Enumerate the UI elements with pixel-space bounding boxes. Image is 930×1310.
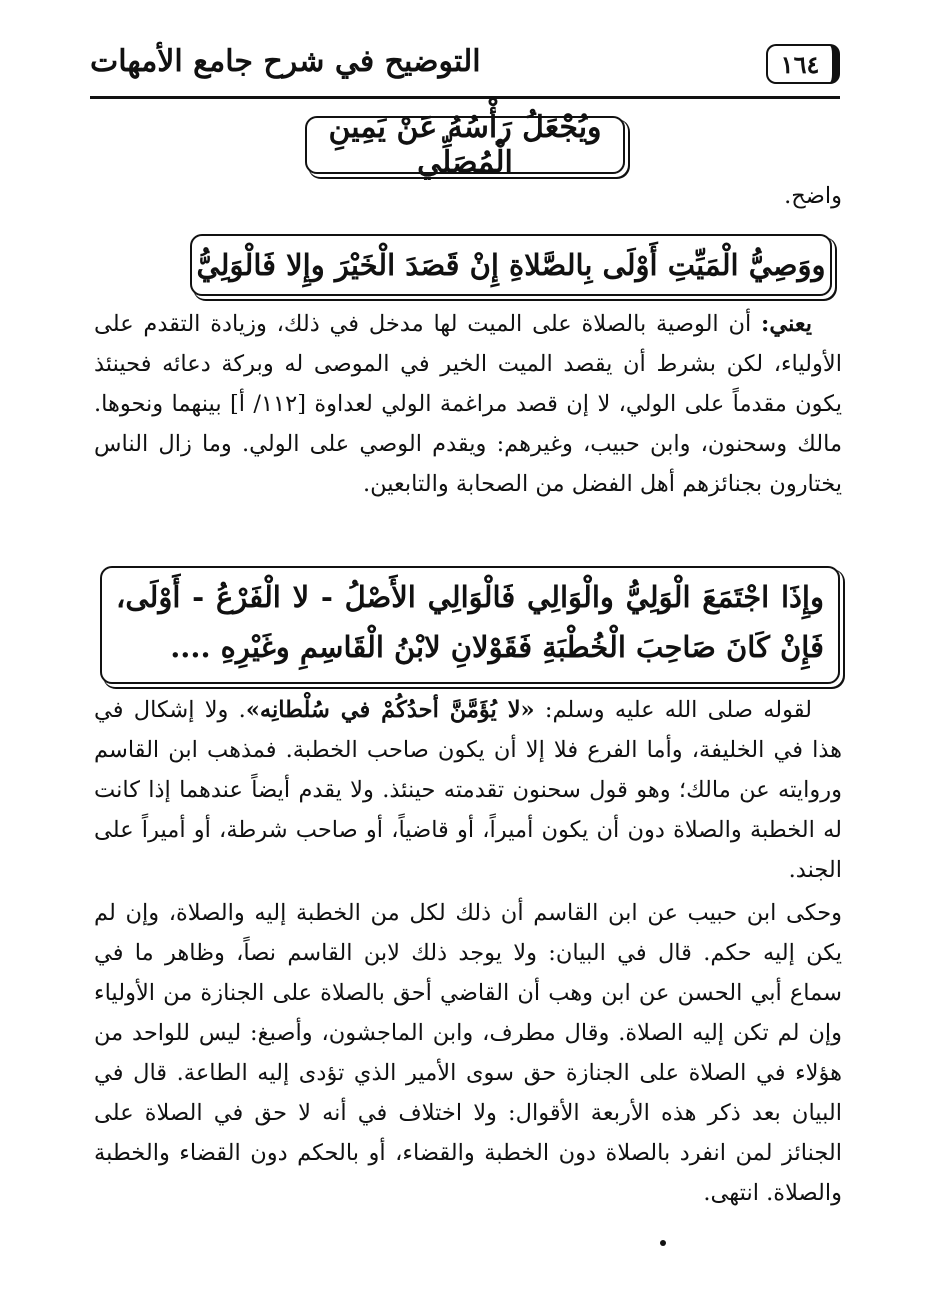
footer-dot (660, 1240, 666, 1246)
commentary-paragraph-1 (94, 304, 842, 504)
commentary-paragraph-2 (94, 690, 842, 890)
paragraph-text-after: . ولا إشكال في هذا في الخليفة، وأما الفرع فلا إلا أن يكون صاحب الخطبة. فمذهب ابن القاسم وروايته عن مالك؛ وهو قول سحنون تقدمته حينئذ. ولا يقدم أيضاً عندهما إذا كانت له الخطبة والصلاة دون أن يكون أميراً، أو قاضياً، أو صاحب شرطة، أو أميراً على الجند. (94, 697, 842, 883)
paragraph-lead-word: يعني: (761, 311, 813, 337)
matn-box-1: ويُجْعَلُ رَأْسُهُ عَنْ يَمِينِ الْمُصَلِّي (305, 116, 625, 174)
running-title: التوضيح في شرح جامع الأمهات (90, 44, 481, 79)
hadith-quote: «لا يُؤَمَّنَّ أحدُكُمْ في سُلْطانِه» (245, 697, 535, 723)
page-header (90, 40, 840, 98)
header-rule (90, 96, 840, 99)
matn-box-3: وإِذَا اجْتَمَعَ الْوَلِيُّ والْوَالِي فَالْوَالِي الأَصْلُ - لا الْفَرْعُ - أَوْلَى، فَإِنْ كَانَ صَاحِبَ الْخُطْبَةِ فَقَوْلانِ لابْنُ الْقَاسِمِ وغَيْرِهِ .... (100, 566, 840, 684)
commentary-paragraph-0: واضح. (784, 183, 842, 209)
paragraph-text-before: لقوله صلى الله عليه وسلم: (544, 697, 812, 723)
commentary-paragraph-3: وحكى ابن حبيب عن ابن القاسم أن ذلك لكل من الخطبة إليه والصلاة، وإن لم يكن إليه حكم. قال في البيان: ولا يوجد ذلك لابن القاسم نصاً، وظاهر ما في سماع أبي الحسن عن ابن وهب أن القاضي أحق بالصلاة على الجنازة من الأولياء وإن لم تكن إليه الصلاة. وقال مطرف، وابن الماجشون، وأصبغ: ليس للواحد من هؤلاء في الصلاة على الجنازة حق سوى الأمير الذي تؤدى إليه الطاعة. قال في البيان بعد ذكر هذه الأربعة الأقوال: ولا اختلاف في أنه لا حق في الصلاة على الجنائز لمن انفرد بالصلاة دون الخطبة والقضاء، أو بالحكم دون القضاء والخطبة والصلاة. انتهى. (94, 900, 842, 1206)
page-number: ١٦٤ (766, 44, 840, 84)
matn-box-2: ووَصِيُّ الْمَيِّتِ أَوْلَى بِالصَّلاةِ إِنْ قَصَدَ الْخَيْرَ وإِلا فَالْوَلِيُّ (190, 234, 832, 296)
paragraph-text: أن الوصية بالصلاة على الميت لها مدخل في ذلك، وزيادة التقدم على الأولياء، لكن بشرط أن يقصد الميت الخير في الموصى له وبركة دعائه فحينئذ يكون مقدماً على الولي، لا إن قصد مراغمة الولي لعداوة [١١٢/ أ] بينهما ونحوها. مالك وسحنون، وابن حبيب، وغيرهم: ويقدم الوصي على الولي. وما زال الناس يختارون بجنائزهم أهل الفضل من الصحابة والتابعين. (94, 311, 842, 497)
